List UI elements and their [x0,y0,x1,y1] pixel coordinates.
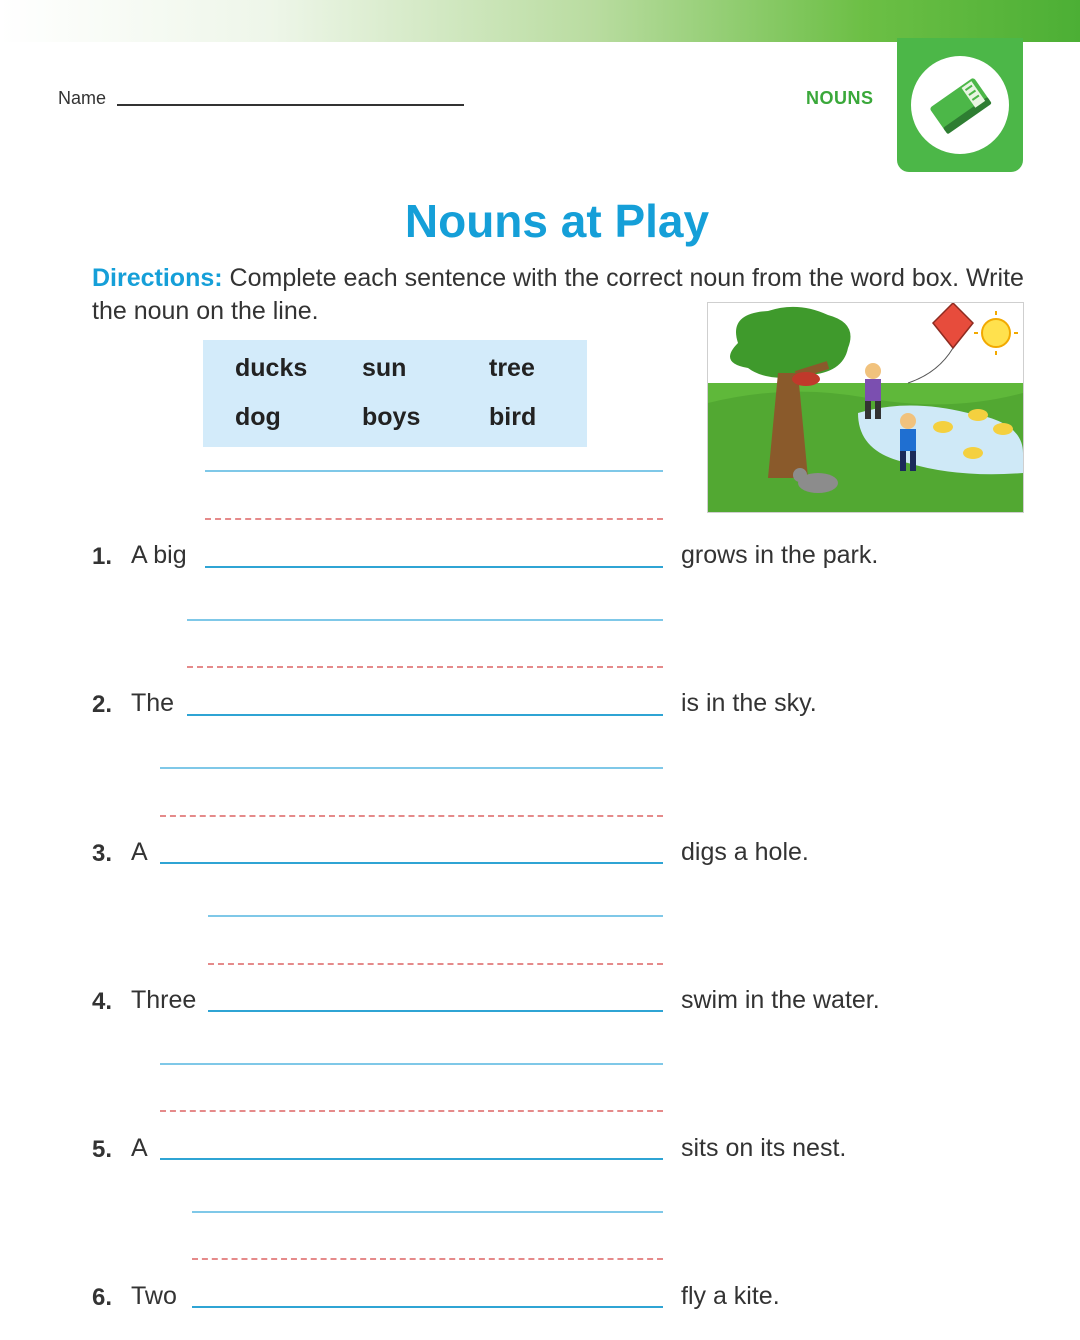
guide-line-top [208,915,663,917]
sentence-end: is in the sky. [681,689,817,717]
word-dog: dog [235,403,281,431]
top-color-band [0,0,1080,42]
item-number: 2. [92,691,113,718]
answer-line-4[interactable] [208,1010,663,1012]
answer-line-3[interactable] [160,862,663,864]
name-label: Name [58,88,107,108]
answer-line-2[interactable] [187,714,663,716]
answer-line-6[interactable] [192,1306,663,1308]
item-number: 6. [92,1284,113,1311]
sentence-start: The [131,689,175,717]
word-sun: sun [362,354,407,382]
sentence-start: Three [131,986,197,1014]
guide-line-top [187,619,663,621]
word-boys: boys [362,403,421,431]
guide-line-top [160,767,663,769]
sentence-start: A [131,1134,148,1162]
sentence-start: A big [131,541,187,569]
section-label: NOUNS [806,88,874,108]
directions-label: Directions: [92,264,223,292]
guide-line-mid [192,1258,663,1260]
directions-text: Complete each sentence with the correct noun from the word box. Write the noun on the line. [92,264,1024,325]
page-title: Nouns at Play [404,195,710,247]
guide-line-top [160,1063,663,1065]
sentence-end: grows in the park. [681,541,879,569]
item-number: 3. [92,840,113,867]
guide-line-mid [160,1110,663,1112]
sentence-end: sits on its nest. [681,1134,847,1162]
word-ducks: ducks [235,354,308,382]
sentence-end: digs a hole. [681,838,809,866]
guide-line-mid [187,666,663,668]
sentence-end: fly a kite. [681,1282,780,1310]
item-number: 1. [92,543,113,570]
word-bird: bird [489,403,537,431]
answer-line-5[interactable] [160,1158,663,1160]
guide-line-mid [208,963,663,965]
guide-line-top [192,1211,663,1213]
word-box [203,340,587,447]
word-tree: tree [489,354,535,382]
item-number: 4. [92,988,113,1015]
guide-line-top [205,470,663,472]
guide-line-mid [205,518,663,520]
section-badge [897,38,1023,172]
sentence-end: swim in the water. [681,986,880,1014]
park-scene-illustration [707,302,1024,513]
item-number: 5. [92,1136,113,1163]
sentence-start: Two [131,1282,177,1310]
sentence-start: A [131,838,148,866]
book-icon [911,56,1009,154]
name-field[interactable] [117,104,464,106]
answer-line-1[interactable] [205,566,663,568]
guide-line-mid [160,815,663,817]
